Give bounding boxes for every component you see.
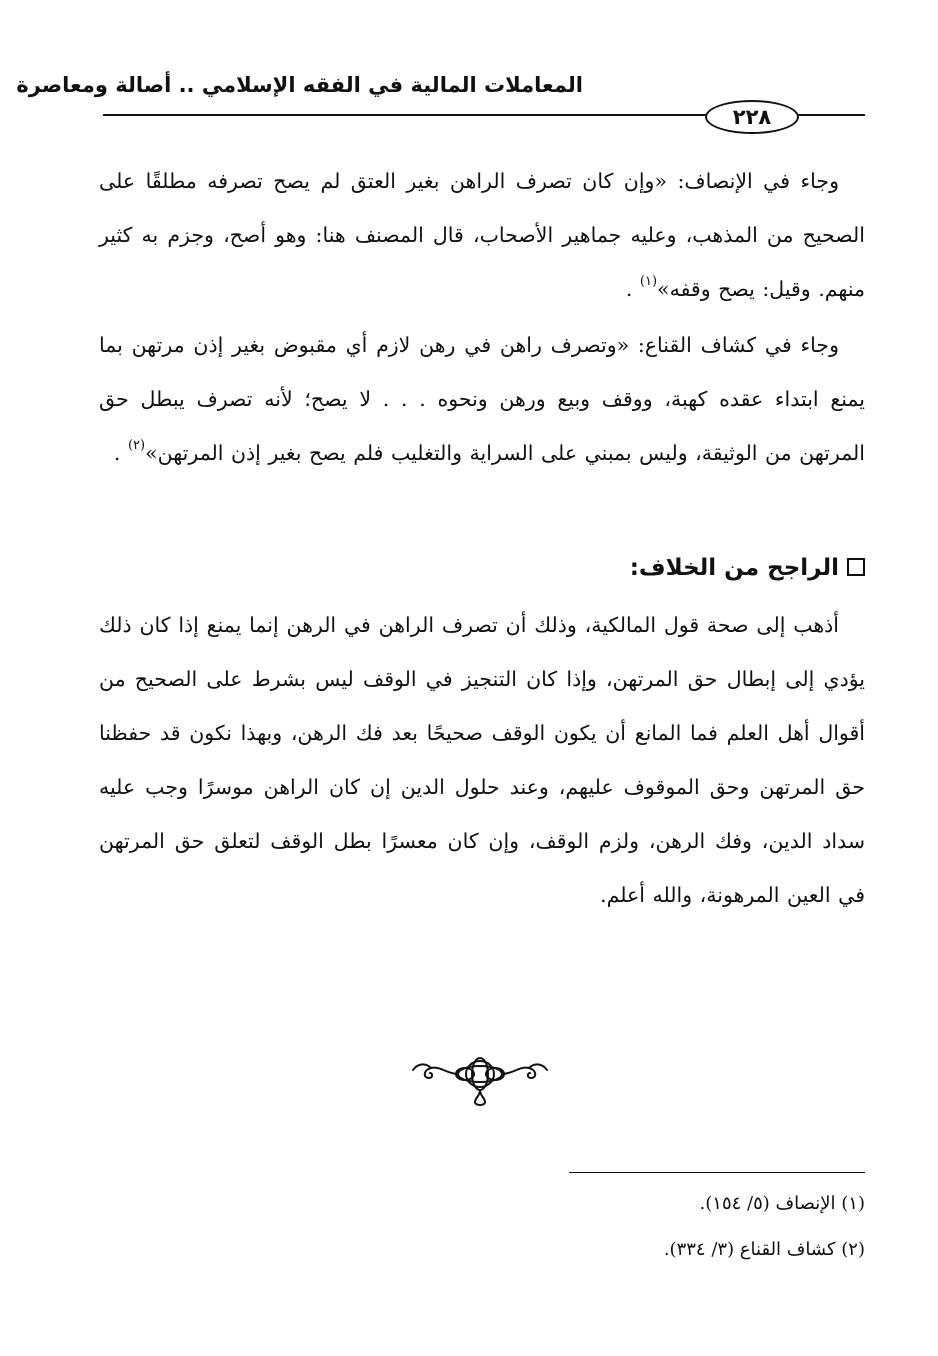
footnote-rule [569,1172,865,1173]
paragraph-end-mark: . [113,441,121,465]
section-heading-text: الراجح من الخلاف: [629,555,839,581]
footnote-reference-2: (٢) [127,438,146,453]
floral-divider-icon [405,1052,555,1108]
footnote-2: (٢) كشاف القناع (٣/ ٣٣٤). [663,1239,865,1260]
paragraph-end-mark: . [625,277,633,301]
paragraph-text: وجاء في كشاف القناع: «وتصرف راهن في رهن لازم أي مقبوض بغير إذن مرتهن بما يمنع ابتداء عقده كهبة، ووقف وبيع ورهن ونحوه . . . لا يصح؛ لأنه تصرف يبطل حق المرتهن من الوثيقة، وليس بمبني على السراية والتغليب فلم يصح بغير إذن المرتهن» [99,333,865,465]
section-heading [365,548,865,588]
running-header-title: المعاملات المالية في الفقه الإسلامي .. أصالة ومعاصرة [16,73,583,97]
square-bullet-icon [847,558,865,576]
paragraph-text: وجاء في الإنصاف: «وإن كان تصرف الراهن بغير العتق لم يصح تصرفه مطلقًا على الصحيح من المذهب، وعليه جماهير الأصحاب، قال المصنف هنا: وهو أصح، وجزم به كثير منهم. وقيل: يصح وقفه» [99,169,865,301]
paragraph-preferred-opinion [99,598,865,922]
footnote-1: (١) الإنصاف (٥/ ١٥٤). [699,1193,865,1214]
paragraph-kashshaf-quote [99,318,865,480]
page-number: ٢٢٨ [705,100,799,134]
paragraph-insaf-quote [99,154,865,316]
footnote-reference-1: (١) [639,274,658,289]
paragraph-text: أذهب إلى صحة قول المالكية، وذلك أن تصرف الراهن في الرهن إنما يمنع إذا كان ذلك يؤدي إلى إبطال حق المرتهن، وإذا كان التنجيز في الوقف ليس بشرط على الصحيح من أقوال أهل العلم فما المانع أن يكون الوقف صحيحًا بعد فك الرهن، وبهذا نكون قد حفظنا حق المرتهن وحق الموقوف عليهم، وعند حلول الدين إن كان الراهن موسرًا وجب عليه سداد الدين، وفك الرهن، ولزم الوقف، وإن كان معسرًا بطل الوقف لتعلق حق المرتهن في العين المرهونة، والله أعلم. [99,613,865,907]
